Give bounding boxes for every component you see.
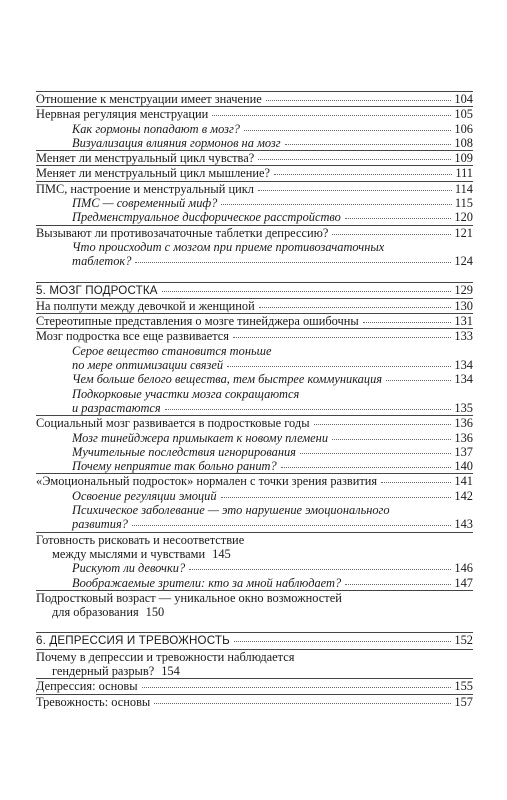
toc-entry	[36, 313, 473, 328]
toc-entry	[36, 649, 473, 679]
entry-title: ПМС — современный миф?	[72, 196, 218, 211]
dot-leader	[266, 100, 452, 101]
page-number: 146	[454, 561, 473, 576]
dot-leader	[154, 703, 451, 704]
entry-title: Визуализация влияния гормонов на мозг	[72, 135, 281, 150]
toc-entry	[36, 150, 473, 165]
entry-title-line: Почему в депрессии и тревожности наблюдается	[36, 649, 295, 664]
toc-subentry	[36, 196, 473, 210]
dot-leader	[165, 409, 452, 410]
page-number: 142	[454, 488, 473, 503]
entry-title-line: Психическое заболевание — это нарушение эмоционального	[72, 503, 390, 518]
page-number: 143	[454, 517, 473, 532]
dot-leader	[285, 144, 452, 145]
dot-leader	[221, 497, 452, 498]
page-number: 154	[161, 663, 180, 678]
entry-title-line: Что происходит с мозгом при приеме противозачаточных	[72, 239, 385, 254]
toc-subentry	[36, 459, 473, 473]
page-number: 134	[454, 372, 473, 387]
entry-title: Депрессия: основы	[36, 679, 138, 694]
entry-title: Мозг тинейджера примыкает к новому племени	[72, 430, 329, 445]
entry-title: Рискуют ли девочки?	[72, 561, 186, 576]
page-number: 136	[454, 416, 473, 431]
page-number: 131	[454, 314, 473, 329]
toc-subentry	[36, 136, 473, 150]
toc-subentry	[36, 576, 473, 590]
entry-title: Как гормоны попадают в мозг?	[72, 121, 240, 136]
toc-subentry	[36, 503, 473, 532]
page-number: 129	[454, 282, 473, 297]
section-gap	[36, 619, 473, 632]
entry-title: Мозг подростка все еще развивается	[36, 329, 229, 344]
entry-title: для образования	[52, 605, 139, 620]
entry-title: Мучительные последствия игнорирования	[72, 444, 296, 459]
dot-leader	[234, 641, 452, 642]
toc-entry	[36, 165, 473, 180]
page-number: 105	[454, 107, 473, 122]
page-number: 104	[454, 92, 473, 106]
dot-leader	[135, 262, 451, 263]
dot-leader	[300, 453, 451, 454]
page-number: 120	[454, 210, 473, 225]
dot-leader	[244, 130, 451, 131]
entry-title: Освоение регуляции эмоций	[72, 488, 217, 503]
toc-entry	[36, 328, 473, 343]
toc-subentry	[36, 372, 473, 386]
toc-entry	[36, 590, 473, 620]
page-number: 136	[454, 430, 473, 445]
entry-title: Чем больше белого вещества, тем быстрее коммуникация	[72, 372, 383, 387]
dot-leader	[345, 584, 451, 585]
dot-leader	[274, 174, 452, 175]
table-of-contents	[36, 91, 473, 709]
toc-subentry	[36, 240, 473, 269]
entry-title: Воображаемые зрители: кто за мной наблюдает?	[72, 575, 342, 590]
entry-title: ПМС, настроение и менструальный цикл	[36, 181, 254, 196]
toc-subentry	[36, 431, 473, 445]
page-number: 124	[454, 254, 473, 269]
dot-leader	[258, 159, 451, 160]
dot-leader	[281, 467, 452, 468]
entry-title: Нервная регуляция менструации	[36, 107, 209, 122]
toc-entry	[36, 473, 473, 488]
toc-subentry	[36, 561, 473, 575]
page-number: 145	[212, 546, 231, 561]
entry-title: гендерный разрыв?	[52, 663, 155, 678]
entry-title-line: Подкорковые участки мозга сокращаются	[72, 386, 300, 401]
toc-entry	[36, 225, 473, 240]
entry-title: развития?	[72, 517, 128, 532]
page-number: 109	[454, 151, 473, 166]
entry-title-line: Серое вещество становится тоньше	[72, 343, 272, 358]
dot-leader	[332, 439, 451, 440]
entry-title-line: Готовность рисковать и несоответствие	[36, 532, 245, 547]
entry-title: Вызывают ли противозачаточные таблетки депрессию?	[36, 225, 329, 240]
entry-title: между мыслями и чувствами	[52, 546, 206, 561]
toc-section-heading	[36, 632, 473, 648]
page-number: 108	[454, 135, 473, 150]
page-number: 106	[454, 121, 473, 136]
entry-title: Меняет ли менструальный цикл мышление?	[36, 166, 271, 181]
section-gap	[36, 269, 473, 282]
dot-leader	[258, 190, 452, 191]
toc-entry	[36, 532, 473, 562]
toc-subentry	[36, 122, 473, 136]
page-number: 140	[454, 459, 473, 474]
entry-title: Тревожность: основы	[36, 694, 151, 709]
page-number: 133	[454, 329, 473, 344]
dot-leader	[345, 218, 452, 219]
entry-title: «Эмоциональный подросток» нормален с точки зрения развития	[36, 474, 378, 489]
page-number: 137	[454, 444, 473, 459]
dot-leader	[212, 115, 451, 116]
toc-entry	[36, 678, 473, 693]
entry-title: Социальный мозг развивается в подростковые годы	[36, 416, 310, 431]
dot-leader	[227, 366, 451, 367]
page-number: 115	[454, 196, 473, 211]
toc-entry	[36, 106, 473, 121]
entry-title: 5. МОЗГ ПОДРОСТКА	[36, 283, 158, 297]
dot-leader	[189, 569, 451, 570]
entry-title: Меняет ли менструальный цикл чувства?	[36, 151, 255, 166]
toc-entry	[36, 415, 473, 430]
dot-leader	[221, 204, 451, 205]
page-number: 150	[145, 605, 165, 620]
page-number: 152	[454, 633, 473, 648]
entry-title: таблеток?	[72, 254, 132, 269]
toc-subentry	[36, 489, 473, 503]
entry-title: Стереотипные представления о мозге тинейджера ошибочны	[36, 314, 359, 329]
page-number: 141	[454, 474, 473, 489]
entry-title: Предменструальное дисфорическое расстройство	[72, 210, 341, 225]
entry-title: Отношение к менструации имеет значение	[36, 92, 262, 106]
entry-title: и разрастаются	[72, 400, 161, 415]
dot-leader	[259, 307, 452, 308]
entry-title: по мере оптимизации связей	[72, 358, 224, 373]
toc-section-heading	[36, 282, 473, 298]
toc-entry	[36, 298, 473, 313]
entry-title: На полпути между девочкой и женщиной	[36, 298, 255, 313]
page-number: 135	[454, 400, 473, 415]
page-number: 111	[455, 166, 473, 181]
page-number: 155	[454, 679, 473, 694]
entry-title-line: Подростковый возраст — уникальное окно возможностей	[36, 590, 342, 605]
dot-leader	[363, 322, 452, 323]
page-number: 114	[454, 181, 473, 196]
dot-leader	[332, 234, 451, 235]
dot-leader	[142, 687, 452, 688]
page-number: 130	[454, 298, 473, 313]
entry-title: 6. ДЕПРЕССИЯ И ТРЕВОЖНОСТЬ	[36, 634, 230, 648]
dot-leader	[233, 337, 451, 338]
page-number: 121	[454, 225, 473, 240]
page-number: 157	[454, 694, 473, 709]
toc-subentry	[36, 387, 473, 416]
dot-leader	[162, 291, 452, 292]
toc-entry	[36, 181, 473, 196]
toc-entry	[36, 91, 473, 106]
dot-leader	[386, 380, 451, 381]
toc-entry	[36, 694, 473, 709]
page-number: 147	[454, 575, 473, 590]
toc-subentry	[36, 344, 473, 373]
page-number: 134	[454, 358, 473, 373]
dot-leader	[132, 525, 452, 526]
toc-subentry	[36, 445, 473, 459]
toc-subentry	[36, 210, 473, 224]
entry-title: Почему неприятие так больно ранит?	[72, 459, 277, 474]
dot-leader	[314, 424, 452, 425]
dot-leader	[381, 482, 451, 483]
